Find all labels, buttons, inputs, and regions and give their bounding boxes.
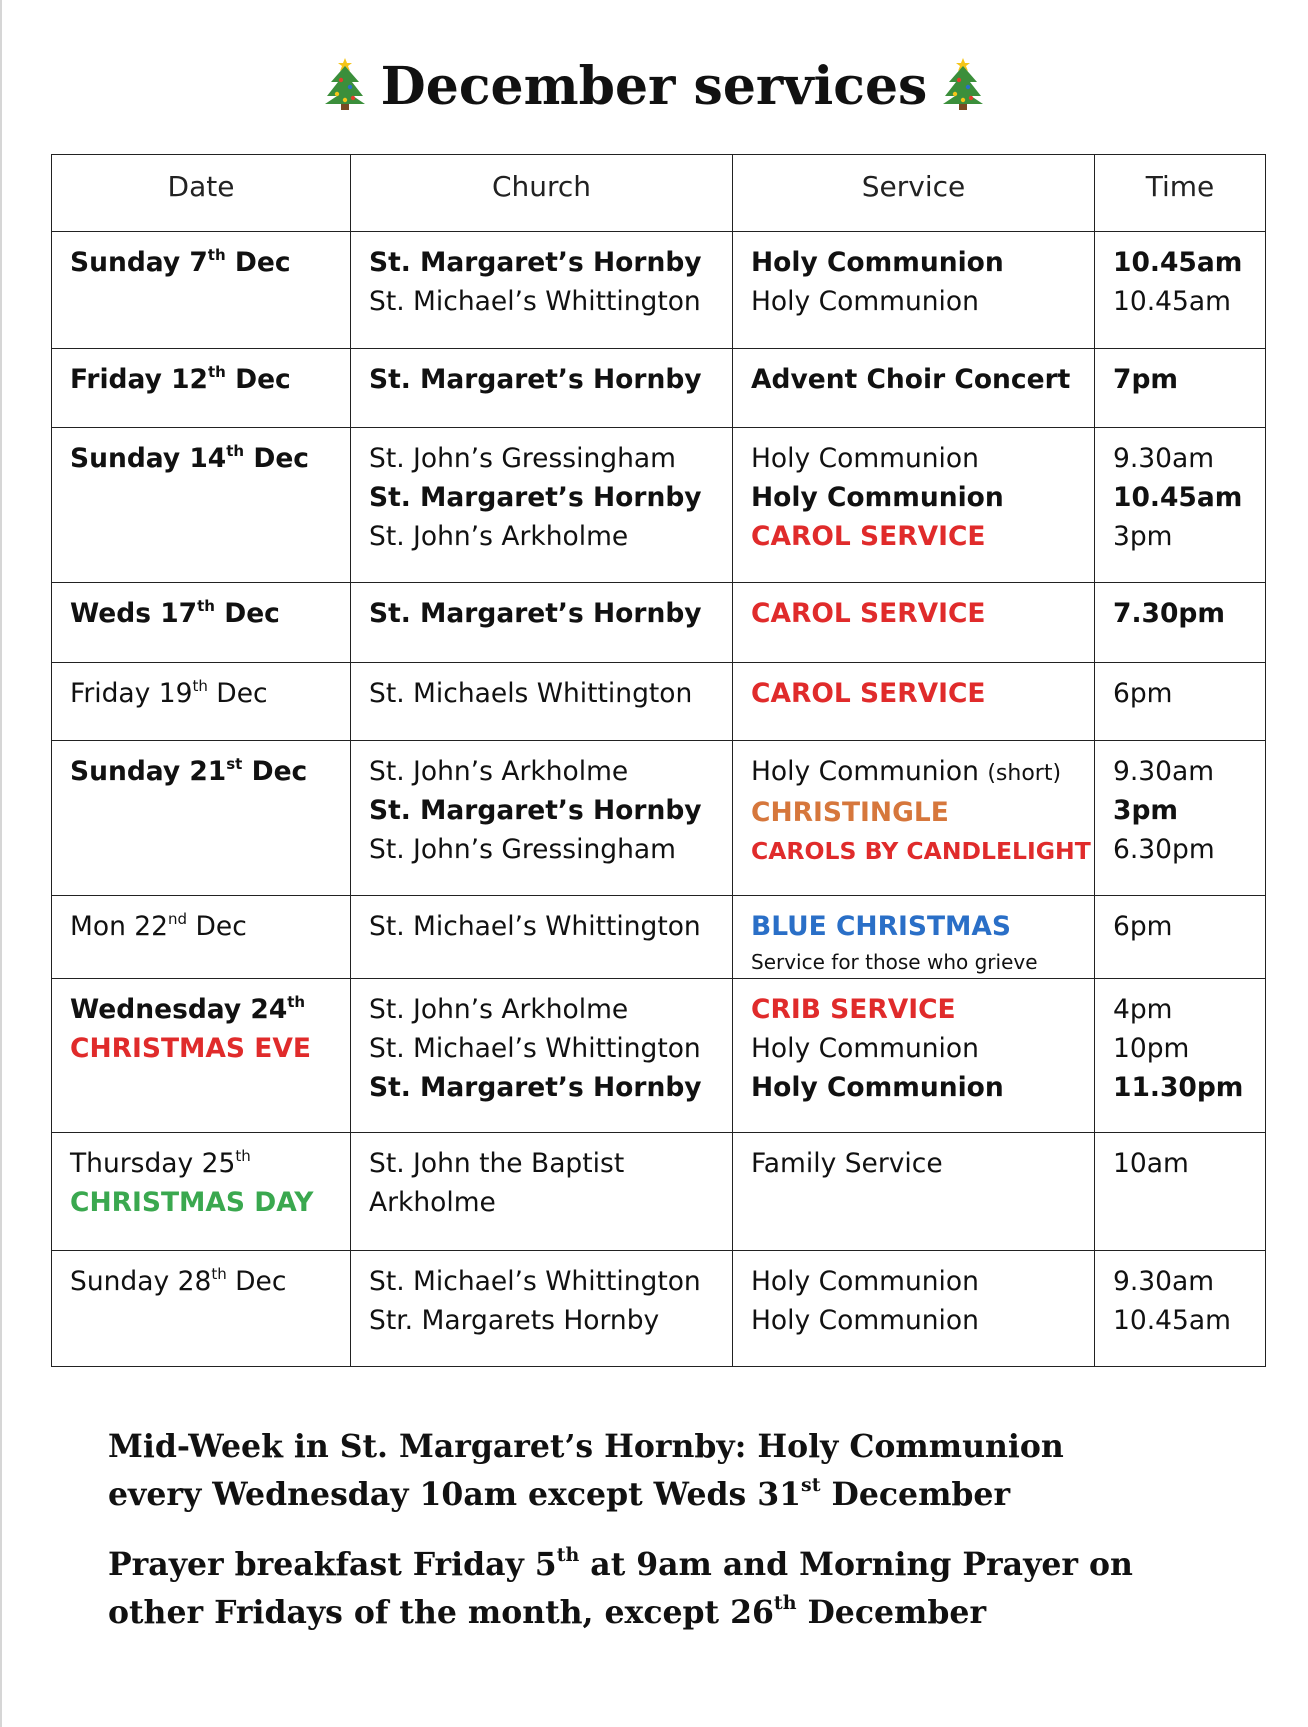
text-segment: St. Michael’s Whittington: [369, 911, 701, 942]
text-segment: CAROL SERVICE: [751, 678, 986, 709]
ordinal-suffix: th: [192, 677, 208, 695]
time-line: [1113, 360, 1265, 399]
text-segment: 9.30am: [1113, 1266, 1215, 1297]
text-segment: St. John’s Gressingham: [369, 834, 676, 865]
text-segment: St. John’s Arkholme: [369, 756, 629, 787]
service-cell: [733, 1251, 1095, 1367]
page-edge: [0, 0, 2, 1727]
time-line: [1113, 1029, 1265, 1068]
service-line: [751, 517, 1094, 556]
date-line: [70, 907, 350, 946]
church-cell: [351, 741, 733, 896]
service-cell: [733, 741, 1095, 896]
text-segment: every Wednesday 10am except Weds 31: [108, 1476, 802, 1513]
footer-line: [108, 1471, 1258, 1519]
time-cell: [1095, 232, 1266, 349]
date-line: [70, 1029, 350, 1068]
church-line: [369, 907, 732, 946]
text-segment: Arkholme: [369, 1187, 496, 1218]
ordinal-suffix: th: [211, 1265, 227, 1283]
text-segment: St. John’s Gressingham: [369, 443, 676, 474]
church-cell: [351, 1251, 733, 1367]
text-segment: St. Margaret’s Hornby: [369, 364, 702, 395]
text-segment: St. Michael’s Whittington: [369, 1033, 701, 1064]
text-segment: Wednesday 24: [70, 994, 288, 1025]
church-line: [369, 990, 732, 1029]
time-line: [1113, 243, 1265, 282]
footer-line: [108, 1423, 1258, 1471]
time-line: [1113, 907, 1265, 946]
text-segment: Dec: [207, 678, 268, 709]
date-cell: [52, 896, 351, 979]
time-cell: [1095, 428, 1266, 583]
service-line: [751, 1068, 1094, 1107]
text-segment: Dec: [225, 364, 291, 395]
text-segment: CRIB SERVICE: [751, 994, 956, 1025]
text-segment: (short): [987, 761, 1062, 786]
ordinal-suffix: nd: [168, 910, 188, 928]
time-line: [1113, 1144, 1265, 1183]
text-segment: Sunday 28: [70, 1266, 212, 1297]
text-segment: Dec: [226, 1266, 287, 1297]
date-line: [70, 439, 350, 478]
text-segment: Advent Choir Concert: [751, 364, 1071, 395]
table-row: [52, 896, 1266, 979]
text-segment: Friday 19: [70, 678, 193, 709]
text-segment: Str. Margarets Hornby: [369, 1305, 660, 1336]
church-line: [369, 517, 732, 556]
date-line: [70, 594, 350, 633]
church-cell: [351, 663, 733, 741]
midweek-note: [108, 1423, 1258, 1519]
church-line: [369, 282, 732, 321]
footer-line: [108, 1589, 1258, 1637]
text-segment: St. Margaret’s Hornby: [369, 247, 702, 278]
date-line: [70, 243, 350, 282]
time-cell: [1095, 349, 1266, 428]
time-line: [1113, 1262, 1265, 1301]
service-line: [751, 360, 1094, 399]
service-line: [751, 907, 1094, 946]
ordinal-suffix: st: [226, 755, 243, 773]
time-line: [1113, 674, 1265, 713]
text-segment: Service for those who grieve: [751, 950, 1038, 974]
church-cell: [351, 979, 733, 1133]
text-segment: Holy Communion: [751, 1305, 979, 1336]
text-segment: CAROL SERVICE: [751, 598, 986, 629]
text-segment: 9.30am: [1113, 443, 1215, 474]
text-segment: Dec: [187, 911, 247, 942]
text-segment: 3pm: [1113, 521, 1173, 552]
service-line: [751, 946, 1094, 978]
text-segment: CAROLS BY CANDLELIGHT: [751, 837, 1091, 865]
text-segment: Mon 22: [70, 911, 169, 942]
text-segment: Prayer breakfast Friday 5: [108, 1546, 557, 1583]
text-segment: 9.30am: [1113, 756, 1215, 787]
service-cell: [733, 663, 1095, 741]
church-line: [369, 791, 732, 830]
text-segment: Dec: [214, 598, 280, 629]
title-text: December services: [380, 56, 928, 117]
service-cell: [733, 583, 1095, 663]
ordinal-suffix: th: [556, 1544, 580, 1566]
text-segment: 10.45am: [1113, 247, 1243, 278]
date-cell: [52, 741, 351, 896]
text-segment: Dec: [242, 756, 308, 787]
ordinal-suffix: st: [801, 1474, 821, 1496]
column-header-time: Time: [1095, 155, 1266, 232]
christmas-tree-icon: [323, 56, 367, 128]
page-title: [0, 52, 1308, 128]
text-segment: Holy Communion: [751, 443, 979, 474]
text-segment: Family Service: [751, 1148, 943, 1179]
text-segment: 10.45am: [1113, 286, 1231, 317]
church-line: [369, 478, 732, 517]
text-segment: Thursday 25: [70, 1148, 236, 1179]
ordinal-suffix: th: [287, 993, 306, 1011]
ordinal-suffix: th: [207, 363, 226, 381]
text-segment: 6pm: [1113, 678, 1173, 709]
church-line: [369, 439, 732, 478]
date-cell: [52, 349, 351, 428]
church-line: [369, 243, 732, 282]
text-segment: Holy Communion: [751, 247, 1004, 278]
time-line: [1113, 752, 1265, 791]
ordinal-suffix: th: [773, 1592, 797, 1614]
text-segment: 7.30pm: [1113, 598, 1225, 629]
date-cell: [52, 979, 351, 1133]
time-line: [1113, 830, 1265, 869]
table-row: [52, 1133, 1266, 1251]
date-cell: [52, 583, 351, 663]
date-line: [70, 360, 350, 399]
text-segment: December: [796, 1594, 987, 1631]
column-header-date: Date: [52, 155, 351, 232]
service-line: [751, 990, 1094, 1029]
date-line: [70, 752, 350, 791]
time-line: [1113, 990, 1265, 1029]
text-segment: St. John the Baptist: [369, 1148, 625, 1179]
time-cell: [1095, 1133, 1266, 1251]
service-line: [751, 478, 1094, 517]
service-cell: [733, 1133, 1095, 1251]
text-segment: Sunday 7: [70, 247, 208, 278]
church-line: [369, 752, 732, 791]
text-segment: St. John’s Arkholme: [369, 994, 629, 1025]
table-row: [52, 663, 1266, 741]
text-segment: 4pm: [1113, 994, 1173, 1025]
header-row: [52, 155, 1266, 232]
church-line: [369, 1183, 732, 1222]
text-segment: Weds 17: [70, 598, 198, 629]
footer-line: [108, 1541, 1258, 1589]
text-segment: Holy Communion: [751, 1072, 1004, 1103]
text-segment: Sunday 21: [70, 756, 227, 787]
church-line: [369, 1029, 732, 1068]
service-line: [751, 832, 1094, 871]
text-segment: St. Michael’s Whittington: [369, 286, 701, 317]
service-line: [751, 674, 1094, 713]
text-segment: Holy Communion: [751, 1266, 979, 1297]
date-cell: [52, 1133, 351, 1251]
table-row: [52, 979, 1266, 1133]
text-segment: 10pm: [1113, 1033, 1190, 1064]
service-line: [751, 1144, 1094, 1183]
text-segment: Holy Communion: [751, 756, 988, 787]
time-line: [1113, 282, 1265, 321]
text-segment: 6pm: [1113, 911, 1173, 942]
text-segment: CHRISTINGLE: [751, 797, 949, 828]
time-line: [1113, 1301, 1265, 1340]
text-segment: St. Margaret’s Hornby: [369, 482, 702, 513]
text-segment: St. John’s Arkholme: [369, 521, 629, 552]
column-header-church: Church: [351, 155, 733, 232]
text-segment: other Fridays of the month, except 26: [108, 1594, 774, 1631]
text-segment: Friday 12: [70, 364, 208, 395]
ordinal-suffix: th: [235, 1147, 251, 1165]
time-cell: [1095, 741, 1266, 896]
service-line: [751, 243, 1094, 282]
table-row: [52, 349, 1266, 428]
church-line: [369, 1144, 732, 1183]
time-cell: [1095, 583, 1266, 663]
date-line: [70, 674, 350, 713]
text-segment: at 9am and Morning Prayer on: [579, 1546, 1133, 1583]
date-cell: [52, 232, 351, 349]
church-cell: [351, 232, 733, 349]
church-line: [369, 594, 732, 633]
church-line: [369, 830, 732, 869]
text-segment: 10.45am: [1113, 1305, 1231, 1336]
date-cell: [52, 1251, 351, 1367]
service-cell: [733, 428, 1095, 583]
text-segment: 11.30pm: [1113, 1072, 1244, 1103]
service-cell: [733, 896, 1095, 979]
time-cell: [1095, 896, 1266, 979]
time-cell: [1095, 979, 1266, 1133]
text-segment: St. Margaret’s Hornby: [369, 598, 702, 629]
text-segment: 10.45am: [1113, 482, 1243, 513]
service-cell: [733, 349, 1095, 428]
church-cell: [351, 896, 733, 979]
text-segment: 6.30pm: [1113, 834, 1215, 865]
ordinal-suffix: th: [226, 442, 245, 460]
service-line: [751, 1262, 1094, 1301]
service-line: [751, 1029, 1094, 1068]
table-row: [52, 1251, 1266, 1367]
text-segment: 7pm: [1113, 364, 1179, 395]
service-line: [751, 1301, 1094, 1340]
text-segment: CHRISTMAS EVE: [70, 1033, 311, 1064]
table-row: [52, 741, 1266, 896]
church-cell: [351, 349, 733, 428]
time-line: [1113, 1068, 1265, 1107]
time-line: [1113, 478, 1265, 517]
service-line: [751, 282, 1094, 321]
text-segment: Dec: [225, 247, 291, 278]
time-cell: [1095, 663, 1266, 741]
service-line: [751, 439, 1094, 478]
christmas-tree-icon: [941, 56, 985, 128]
church-cell: [351, 428, 733, 583]
date-line: [70, 1144, 350, 1183]
table-row: [52, 583, 1266, 663]
time-cell: [1095, 1251, 1266, 1367]
church-line: [369, 1301, 732, 1340]
church-line: [369, 360, 732, 399]
time-line: [1113, 517, 1265, 556]
text-segment: BLUE CHRISTMAS: [751, 911, 1012, 942]
date-cell: [52, 428, 351, 583]
service-line: [751, 793, 1094, 832]
church-line: [369, 1262, 732, 1301]
time-line: [1113, 439, 1265, 478]
service-cell: [733, 979, 1095, 1133]
text-segment: 3pm: [1113, 795, 1179, 826]
text-segment: Holy Communion: [751, 286, 979, 317]
service-line: [751, 752, 1094, 793]
church-line: [369, 1068, 732, 1107]
service-line: [751, 594, 1094, 633]
table-row: [52, 428, 1266, 583]
services-table: [51, 154, 1266, 1367]
church-cell: [351, 583, 733, 663]
text-segment: 10am: [1113, 1148, 1189, 1179]
church-cell: [351, 1133, 733, 1251]
table-row: [52, 232, 1266, 349]
column-header-service: Service: [733, 155, 1095, 232]
ordinal-suffix: th: [207, 246, 226, 264]
text-segment: CAROL SERVICE: [751, 521, 986, 552]
text-segment: St. Michaels Whittington: [369, 678, 693, 709]
time-line: [1113, 594, 1265, 633]
text-segment: Holy Communion: [751, 482, 1004, 513]
service-cell: [733, 232, 1095, 349]
text-segment: Sunday 14: [70, 443, 227, 474]
text-segment: Holy Communion: [751, 1033, 979, 1064]
date-line: [70, 990, 350, 1029]
text-segment: December: [820, 1476, 1011, 1513]
text-segment: St. Margaret’s Hornby: [369, 1072, 702, 1103]
date-line: [70, 1183, 350, 1222]
text-segment: St. Margaret’s Hornby: [369, 795, 702, 826]
text-segment: St. Michael’s Whittington: [369, 1266, 701, 1297]
date-line: [70, 1262, 350, 1301]
time-line: [1113, 791, 1265, 830]
text-segment: Mid-Week in St. Margaret’s Hornby: Holy Communion: [108, 1428, 1064, 1465]
prayer-breakfast-note: [108, 1541, 1258, 1637]
text-segment: Dec: [244, 443, 309, 474]
ordinal-suffix: th: [197, 597, 215, 615]
church-line: [369, 674, 732, 713]
text-segment: CHRISTMAS DAY: [70, 1187, 314, 1218]
date-cell: [52, 663, 351, 741]
